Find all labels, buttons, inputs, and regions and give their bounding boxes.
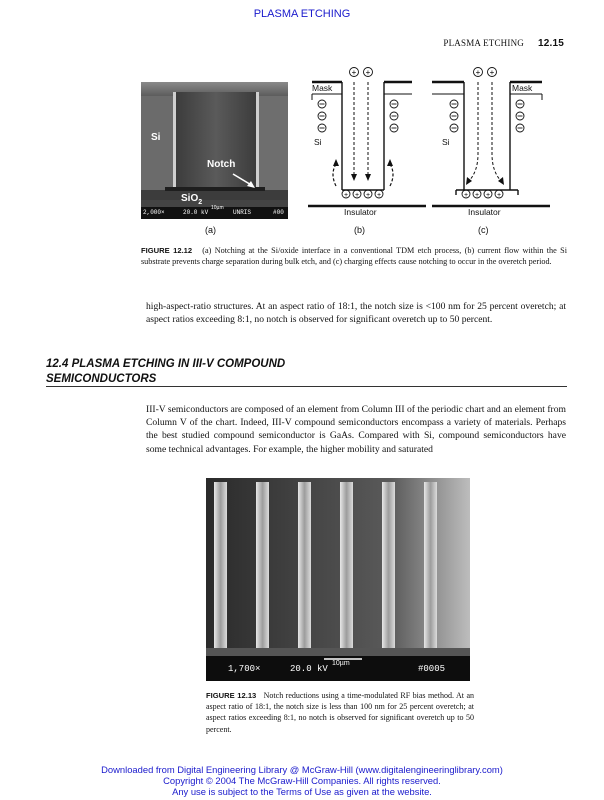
- figure-12-13-caption: [206, 690, 474, 735]
- caption-label: FIGURE 12.12: [141, 246, 193, 255]
- svg-text:+: +: [489, 68, 495, 77]
- page-number: 12.15: [537, 38, 564, 49]
- svg-text:+: +: [496, 192, 502, 199]
- label-si: Si: [151, 132, 161, 143]
- diagram-c-insulator: Insulator: [468, 207, 501, 217]
- svg-text:+: +: [354, 192, 360, 199]
- caption-13-label: FIGURE 12.13: [206, 691, 257, 700]
- diagram-c-si: Si: [442, 137, 450, 147]
- sublabel-a: (a): [205, 225, 216, 235]
- svg-text:+: +: [474, 192, 480, 199]
- download-footer: [0, 764, 604, 797]
- running-head: [443, 38, 564, 49]
- diagram-b-si: Si: [314, 137, 322, 147]
- figure-12-12-caption: [141, 245, 567, 267]
- photo-info-mag: 2,000×: [143, 209, 165, 216]
- footer-line-3: Any use is subject to the Terms of Use as given at the website.: [172, 786, 432, 797]
- photo-scale: 10µm: [211, 205, 224, 211]
- sem-photo-graphic: [141, 82, 288, 219]
- paragraph-1: high-aspect-ratio structures. At an aspect ratio of 18:1, the notch size is <100 nm for 25 percent overetch; at aspect ratios exceeding 8:1, no notch is observed for significant overetch up to 50 percent.: [146, 301, 566, 326]
- section-heading: [46, 357, 285, 387]
- footer-line-2: Copyright © 2004 The McGraw-Hill Companies. All rights reserved.: [163, 775, 441, 786]
- photo2-code: #0005: [418, 664, 446, 674]
- photo2-kv: 20.0 kV: [290, 664, 328, 674]
- label-notch: Notch: [207, 159, 236, 170]
- photo-info-kv: 20.0 kV: [183, 209, 209, 216]
- label-sio2: SiO$_2$: [181, 193, 203, 206]
- figure-12-12a-sem-photo: [141, 82, 288, 219]
- site-banner: PLASMA ETCHING: [253, 8, 351, 20]
- svg-text:+: +: [365, 68, 371, 77]
- diagram-b-insulator: Insulator: [344, 207, 377, 217]
- figure-12-12c-diagram: [432, 64, 550, 224]
- sublabel-b: (b): [354, 225, 365, 235]
- section-heading-line1: 12.4 PLASMA ETCHING IN III-V COMPOUND: [46, 358, 286, 370]
- figure-12-13-sem-photo: [206, 478, 470, 681]
- sublabel-c: (c): [478, 225, 489, 235]
- caption-text: (a) Notching at the Si/oxide interface in a conventional TDM etch process, (b) current flow within the Si substrate prevents charge separation during bulk etch, and (c) charging effects cause notching to occur in the overetch period.: [141, 246, 567, 267]
- running-head-title: PLASMA ETCHING: [443, 38, 524, 48]
- section-heading-line2: SEMICONDUCTORS: [46, 373, 157, 385]
- svg-text:+: +: [475, 68, 481, 77]
- photo2-mag: 1,700×: [228, 664, 261, 674]
- diagram-c-mask: Mask: [512, 83, 533, 93]
- svg-text:+: +: [376, 192, 382, 199]
- section-rule: [46, 386, 567, 387]
- diagram-b-mask: Mask: [312, 83, 333, 93]
- svg-text:+: +: [343, 192, 349, 199]
- photo-info-unris: UNRIS: [233, 209, 252, 216]
- svg-text:+: +: [463, 192, 469, 199]
- svg-text:+: +: [485, 192, 491, 199]
- svg-text:+: +: [365, 192, 371, 199]
- caption-13-text: Notch reductions using a time-modulated RF bias method. At an aspect ratio of 18:1, the notch size is less than 100 nm for 25 percent overetch; at aspect ratios exceeding 8:1, no notch is observed for significant overetch up to 50 percent.: [206, 691, 474, 734]
- figure-12-12b-diagram: [308, 64, 426, 224]
- photo-info-code: #00: [273, 209, 284, 216]
- sem-photo-2-graphic: [206, 478, 470, 681]
- svg-text:+: +: [351, 68, 357, 77]
- footer-line-1[interactable]: Downloaded from Digital Engineering Library @ McGraw-Hill (www.digitalengineeringlibrary.com): [101, 764, 503, 775]
- paragraph-2: III-V semiconductors are composed of an element from Column III of the periodic chart and an element from Column V of the chart. Indeed, III-V compound semiconductors encompass a variety of materials. Perhaps the best studied compound semiconductor is GaAs. Compared with Si, compound semiconductors have some technical advantages. For example, the higher mobility and saturated: [146, 404, 566, 455]
- photo2-scale: 10µm: [332, 660, 350, 667]
